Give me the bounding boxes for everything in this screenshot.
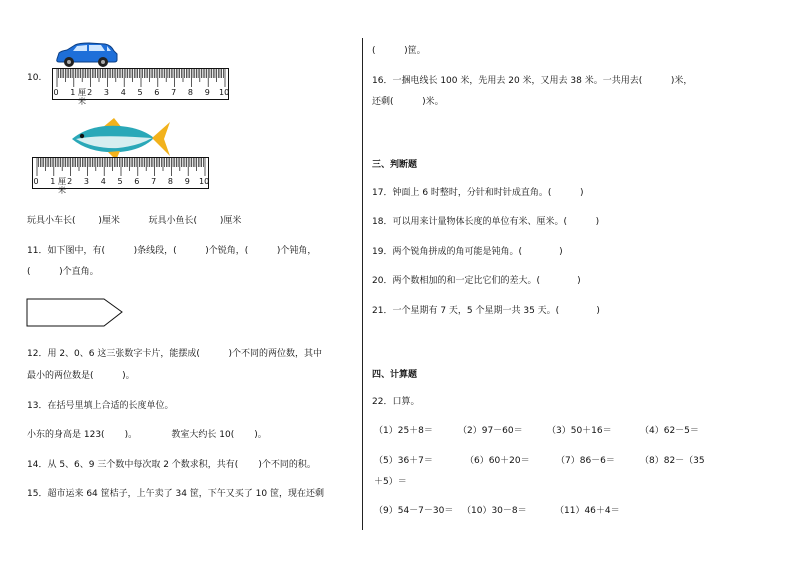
question-19: 19．两个锐角拼成的角可能是钝角。( )	[372, 247, 563, 257]
ruler-number: 10	[219, 88, 230, 97]
question-15-line1: 15．超市运来 64 筐桔子，上午卖了 34 筐，下午又买了 10 筐，现在还剩	[27, 489, 324, 499]
pentagon-figure	[26, 298, 124, 328]
calc-item: （5）36＋7＝	[374, 456, 433, 466]
toy-car-image	[53, 42, 119, 68]
calc-item: （11）46＋4＝	[555, 506, 620, 516]
ruler-number: 9	[184, 177, 190, 186]
calc-item: （7）86－6＝	[556, 456, 615, 466]
ruler-number: 2	[67, 177, 73, 186]
ruler-number: 10	[199, 177, 210, 186]
question-10-number: 10.	[27, 73, 42, 83]
question-20: 20．两个数相加的和一定比它们的差大。( )	[372, 276, 581, 286]
question-11-line1: 11．如下图中，有( )条线段，( )个锐角，( )个钝角，	[27, 246, 317, 256]
ruler-number: 4	[120, 88, 126, 97]
section-4-heading: 四、计算题	[372, 370, 418, 380]
question-17: 17．钟面上 6 时整时，分针和时针成直角。( )	[372, 188, 584, 198]
calc-item: （1）25＋8＝	[374, 426, 433, 436]
calc-item: （6）60＋20＝	[465, 456, 530, 466]
question-10-answer: 玩具小车长( )厘米 玩具小鱼长( )厘米	[27, 216, 242, 226]
question-16-line1: 16．一捆电线长 100 米，先用去 20 米，又用去 38 米。一共用去( )米，	[372, 76, 693, 86]
ruler-number: 3	[103, 88, 109, 97]
ruler-number: 6	[154, 88, 160, 97]
calc-item: （8）82－（35	[640, 456, 705, 466]
calc-item: （2）97－60＝	[458, 426, 523, 436]
column-divider	[362, 38, 363, 530]
question-14: 14．从 5、6、9 三个数中每次取 2 个数求积，共有( )个不同的积。	[27, 460, 316, 470]
ruler-number: 6	[134, 177, 140, 186]
ruler-number: 8	[167, 177, 173, 186]
ruler-number: 5	[137, 88, 143, 97]
ruler-unit-label: 厘米	[78, 88, 86, 106]
ruler-unit-label: 厘米	[58, 177, 66, 195]
question-21: 21．一个星期有 7 天，5 个星期一共 35 天。( )	[372, 306, 600, 316]
calc-item: （3）50＋16＝	[547, 426, 612, 436]
question-22: 22．口算。	[372, 397, 420, 407]
ruler-number: 7	[171, 88, 177, 97]
toy-fish-image	[68, 118, 172, 160]
ruler-number: 4	[100, 177, 106, 186]
ruler-number: 2	[87, 88, 93, 97]
ruler-number: 1	[70, 88, 76, 97]
ruler-number: 5	[117, 177, 123, 186]
question-12-line1: 12．用 2、0、6 这三张数字卡片，能摆成( )个不同的两位数，其中	[27, 349, 322, 359]
calc-item: （4）62－5＝	[640, 426, 699, 436]
ruler-number: 0	[33, 177, 39, 186]
ruler-number: 7	[151, 177, 157, 186]
ruler-number: 9	[204, 88, 210, 97]
ruler-number: 0	[53, 88, 59, 97]
question-18: 18．可以用来计量物体长度的单位有米、厘米。( )	[372, 217, 600, 227]
calc-item: （10）30－8＝	[462, 506, 527, 516]
question-13-line1: 13．在括号里填上合适的长度单位。	[27, 401, 174, 411]
question-13-line2: 小东的身高是 123( )。 教室大约长 10( )。	[27, 430, 267, 440]
question-11-line2: ( )个直角。	[27, 267, 99, 277]
question-15-continuation: ( )筐。	[372, 46, 426, 56]
section-3-heading: 三、判断题	[372, 160, 418, 170]
question-12-line2: 最小的两位数是( )。	[27, 371, 135, 381]
calc-item: （9）54－7－30＝	[374, 506, 454, 516]
ruler-number: 8	[187, 88, 193, 97]
calc-item-continuation: ＋5）＝	[374, 477, 407, 487]
ruler-number: 1	[50, 177, 56, 186]
question-16-line2: 还剩( )米。	[372, 97, 444, 107]
ruler-number: 3	[83, 177, 89, 186]
